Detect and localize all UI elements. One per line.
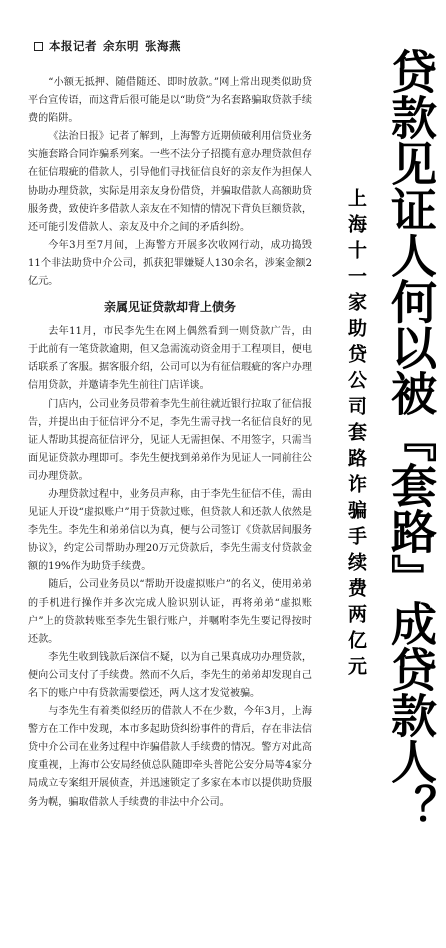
- reporter-name-2: 张海燕: [145, 39, 181, 53]
- reporter-label: 本报记者: [49, 39, 97, 53]
- byline: [34, 38, 314, 54]
- section-heading: 亲属见证贷款却背上债务: [103, 300, 236, 315]
- body-paragraph-2: 门店内，公司业务员带着李先生前往就近银行拉取了征信报告，并提出由于征信评分不足，李先生需寻找一名征信良好的见证人帮助其提高征信评分，见证人无需担保、不用签字，只需当面见证贷款办理即可。李先生便找到弟弟作为见证人一同前往公司办理贷款。: [28, 398, 312, 482]
- intro-paragraph-3: 今年3月至7月间，上海警方开展多次收网行动，成功捣毁11个非法助贷中介公司，抓获犯罪嫌疑人130余名，涉案金额2亿元。: [28, 239, 312, 288]
- body-paragraph-5: 李先生收到钱款后深信不疑，以为自己果真成功办理贷款，便向公司支付了手续费。然而不久后，李先生的弟弟却发现自己名下的账户中有贷款需要偿还，两人这才发觉被骗。: [28, 651, 312, 699]
- body-paragraph-4: 随后，公司业务员以“帮助开设虚拟账户”的名义，使用弟弟的手机进行操作并多次完成人脸识别认证，再将弟弟“虚拟账户”上的贷款转账至李先生银行账户，并嘱咐李先生要记得按时还款。: [28, 579, 312, 645]
- body-paragraph-6: 与李先生有着类似经历的借款人不在少数，今年3月，上海警方在工作中发现，本市多起助贷纠纷事件的背后，存在非法信贷中介公司在业务过程中诈骗借款人手续费的情况。警方对此高度重视，上海市公安局经侦总队随即牵头普陀公安分局等4家分局成立专案组开展侦查，并迅速锁定了多家在本市以提供助贷服务为幌，骗取借款人手续费的非法中介公司。: [28, 706, 312, 808]
- reporter-name-1: 余东明: [103, 39, 139, 53]
- body-paragraph-1: 去年11月，市民李先生在网上偶然看到一则贷款广告，由于此前有一笔贷款逾期，但又急需流动资金用于工程项目，便电话联系了客服。据客服介绍，公司可以为有征信瑕疵的客户办理信用贷款，并邀请李先生前往门店详谈。: [28, 326, 312, 392]
- main-headline: 贷款见证人何以被『套路』成贷款人？: [384, 48, 438, 830]
- intro-paragraph-1: “小额无抵押、随借随还、即时放款。”网上常出现类似助贷平台宣传语，而这背后很可能是以“助贷”为名套路骗取贷款手续费的陷阱。: [28, 77, 312, 125]
- sub-headline: 上海十一家助贷公司套路诈骗手续费两亿元: [345, 188, 367, 682]
- square-box-icon: [34, 42, 43, 51]
- article-body: [28, 74, 312, 812]
- intro-paragraph-2: 《法治日报》记者了解到，上海警方近期侦破利用信贷业务实施套路合同诈骗系列案。一些不法分子招揽有意办理贷款但存在征信瑕疵的借款人，引导他们寻找征信良好的亲友作为担保人协助办理贷款，实际是用亲友身份借贷，并骗取借款人高额助贷服务费，致使许多借款人亲友在不知情的情况下背负巨额贷款，还可能引发借款人、亲友及中介之间的矛盾纠纷。: [28, 131, 312, 233]
- body-paragraph-3: 办理贷款过程中，业务员声称，由于李先生征信不佳，需由见证人开设“虚拟账户”用于贷款过账，但贷款人和还款人依然是李先生。李先生和弟弟信以为真，便与公司签订《贷款居间服务协议》，约定公司帮助办理20万元贷款后，李先生需支付贷款金额的19%作为助贷手续费。: [28, 488, 312, 573]
